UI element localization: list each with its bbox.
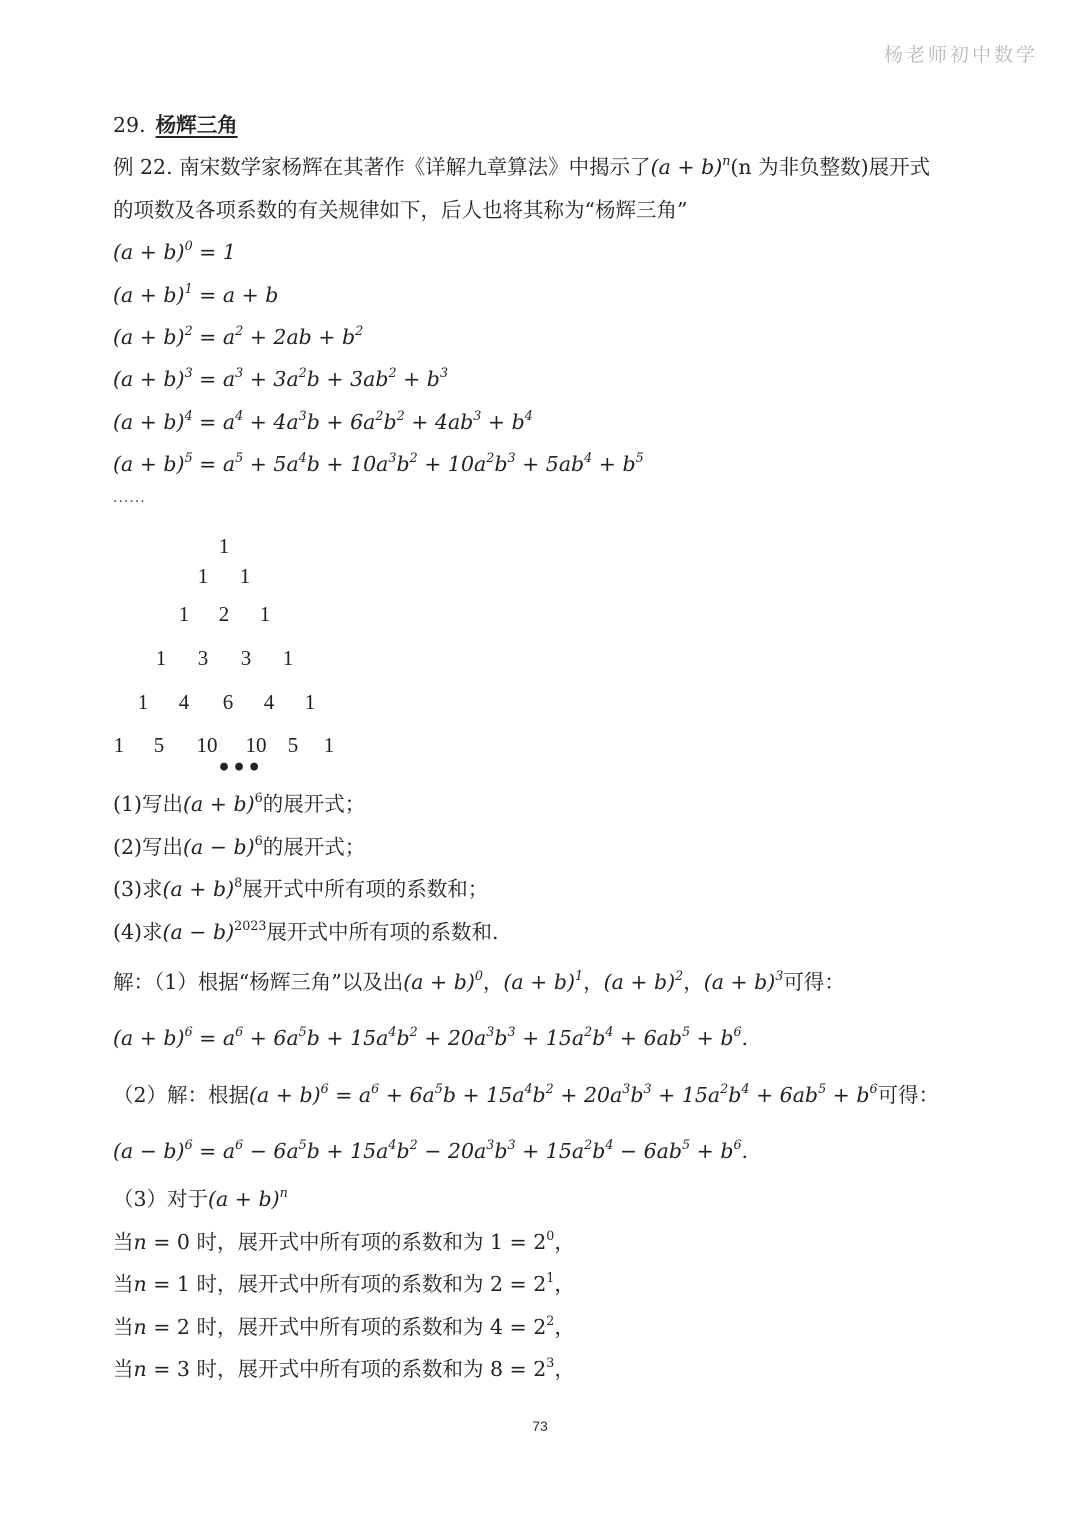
triangle-cell: 4: [263, 690, 275, 714]
solution-1-result: $(a + b)^6 = a^6 + 6a^5b + 15a^4b^2 + 20a^3b^3 + 15a^2b^4 + 6ab^5 + b^6$.: [113, 1023, 749, 1050]
question-item: (4)求$(a - b)^{2023}$展开式中所有项的系数和.: [113, 917, 499, 944]
expansion-line: $(a + b)^0 = 1$: [113, 237, 236, 264]
example-line-1: [113, 152, 930, 182]
section-title: 杨辉三角: [155, 113, 238, 137]
example-expr: (a + b): [650, 155, 723, 179]
triangle-cell: 5: [153, 733, 165, 757]
page-number: 73: [532, 1418, 548, 1434]
coefficient-sum-case: 当n = 1 时，展开式中所有项的系数和为 $2 = 2^1$，: [113, 1269, 575, 1296]
solution-2-result: $(a - b)^6 = a^6 - 6a^5b + 15a^4b^2 - 20a^3b^3 + 15a^2b^4 - 6ab^5 + b^6$.: [113, 1136, 749, 1163]
coefficient-sum-case: 当n = 2 时，展开式中所有项的系数和为 $4 = 2^2$，: [113, 1312, 575, 1339]
coefficient-sum-case: 当n = 0 时，展开式中所有项的系数和为 $1 = 2^0$，: [113, 1227, 575, 1254]
triangle-cell: 1: [155, 646, 167, 670]
triangle-cell: 1: [113, 733, 125, 757]
triangle-cell: 1: [239, 564, 251, 588]
expansion-line: $(a + b)^2 = a^2 + 2ab + b^2$: [113, 322, 364, 349]
expansion-line: $(a + b)^3 = a^3 + 3a^2b + 3ab^2 + b^3$: [113, 364, 449, 391]
triangle-cell: 1: [282, 646, 294, 670]
example-line-2: 的项数及各项系数的有关规律如下，后人也将其称为“杨辉三角”: [113, 198, 688, 222]
triangle-cell: 1: [259, 602, 271, 626]
triangle-cell: 5: [287, 733, 299, 757]
expansion-line: $(a + b)^4 = a^4 + 4a^3b + 6a^2b^2 + 4ab^3 + b^4$: [113, 407, 533, 434]
example-text-tail: (n 为非负整数)展开式: [730, 155, 931, 179]
question-item: (1)写出$(a + b)^6$的展开式；: [113, 789, 366, 816]
triangle-cell: 4: [178, 690, 190, 714]
triangle-cell: 1: [218, 534, 230, 558]
triangle-cell: 3: [197, 646, 209, 670]
expansion-line: $(a + b)^5 = a^5 + 5a^4b + 10a^3b^2 + 10a^2b^3 + 5ab^4 + b^5$: [113, 449, 644, 476]
question-item: (2)写出$(a - b)^6$的展开式；: [113, 832, 366, 859]
solution-3-intro: （3）对于$(a + b)^n$: [113, 1184, 288, 1211]
question-item: (3)求$(a + b)^8$展开式中所有项的系数和；: [113, 874, 489, 901]
solution-2-intro: （2）解：根据$(a + b)^6 = a^6 + 6a^5b + 15a^4b^2 + 20a^3b^3 + 15a^2b^4 + 6ab^5 + b^6$可得：: [113, 1080, 940, 1107]
continuation-dots: ······: [113, 494, 146, 510]
triangle-cell: 10: [196, 733, 218, 757]
triangle-cell: 10: [245, 733, 267, 757]
triangle-ellipsis: •••: [217, 755, 263, 781]
section-number: 29.: [113, 113, 146, 137]
triangle-cell: 6: [222, 690, 234, 714]
section-heading: [113, 110, 238, 140]
triangle-cell: 2: [218, 602, 230, 626]
watermark: 杨老师初中数学: [883, 44, 1038, 66]
example-exp: n: [722, 152, 731, 168]
triangle-cell: 1: [137, 690, 149, 714]
example-text: 例 22. 南宋数学家杨辉在其著作《详解九章算法》中揭示了: [113, 155, 651, 179]
triangle-cell: 1: [197, 564, 209, 588]
triangle-cell: 1: [178, 602, 190, 626]
triangle-cell: 3: [240, 646, 252, 670]
solution-1-intro: 解：（1）根据“杨辉三角”以及出$(a + b)^0$，$(a + b)^1$，$(a + b)^2$，$(a + b)^3$可得：: [113, 967, 845, 994]
coefficient-sum-case: 当n = 3 时，展开式中所有项的系数和为 $8 = 2^3$，: [113, 1354, 575, 1381]
triangle-cell: 1: [304, 690, 316, 714]
expansion-line: $(a + b)^1 = a + b$: [113, 280, 279, 307]
triangle-cell: 1: [323, 733, 335, 757]
